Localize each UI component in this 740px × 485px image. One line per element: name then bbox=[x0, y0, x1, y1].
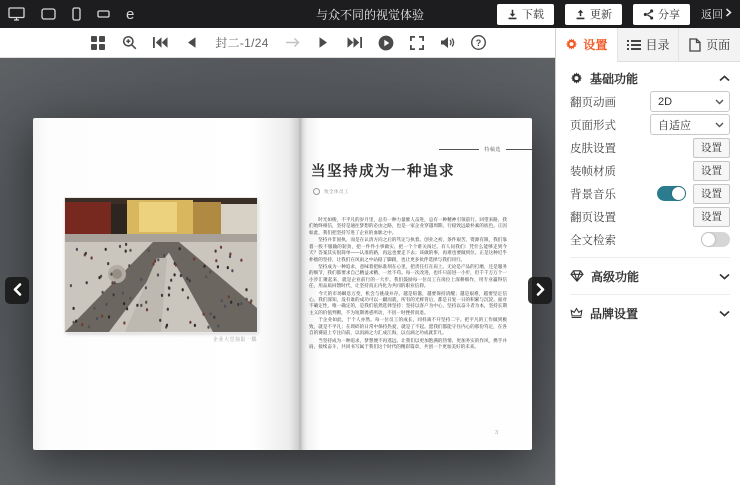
book-page-right[interactable] bbox=[300, 118, 532, 450]
download-icon bbox=[507, 9, 518, 20]
back-button[interactable]: 返回 bbox=[701, 6, 732, 22]
article-paragraph: 时光如梭，不平凡的岁月里，总有一种力量催人奋进，总有一种精神引领前行。回望来路，我们始终相信，坚持是通往梦想的必由之路，也是一家企业穿越周期、行稳致远最朴素的底色。正因如此，我们把坚持写进了企业的血脉之中。 bbox=[309, 217, 507, 235]
skin-settings-button[interactable]: 设置 bbox=[693, 138, 730, 158]
fulltext-search-toggle[interactable] bbox=[701, 232, 730, 247]
last-page-icon[interactable] bbox=[346, 34, 364, 52]
article-paragraph: 当坚持成为一种追求，梦想便不再遥远。让我们以更加饱满的热情、更加务实的作风，携手并肩、接续奋斗，共同书写属于我们这个时代的精彩篇章，共创一个更加美好的未来。 bbox=[309, 337, 507, 350]
diamond-icon bbox=[570, 270, 584, 282]
article-body bbox=[309, 217, 507, 351]
section-advanced-functions[interactable]: 高级功能 bbox=[570, 264, 730, 288]
first-page-icon[interactable] bbox=[151, 34, 169, 52]
book-page-left[interactable] bbox=[33, 118, 300, 450]
settings-panel bbox=[556, 62, 740, 325]
section-basic-functions[interactable]: 基础功能 bbox=[570, 66, 730, 90]
setting-row-flip-animation: 翻页动画 2D bbox=[570, 90, 730, 113]
divider bbox=[570, 294, 730, 295]
binding-material-button[interactable]: 设置 bbox=[693, 161, 730, 181]
chevron-right-icon bbox=[536, 283, 545, 299]
book-stage bbox=[0, 58, 555, 485]
tab-pages[interactable]: 页面 bbox=[678, 28, 740, 62]
flip-animation-select[interactable]: 2D bbox=[650, 91, 730, 112]
chevron-right-icon bbox=[725, 8, 732, 20]
sidebar-tabs bbox=[556, 28, 740, 62]
topbar-actions bbox=[497, 4, 732, 25]
section-brand-settings[interactable]: 品牌设置 bbox=[570, 301, 730, 325]
article-photo bbox=[65, 198, 257, 332]
chevron-down-icon bbox=[719, 273, 730, 280]
crown-icon bbox=[570, 307, 583, 319]
tab-settings[interactable]: 设置 bbox=[556, 28, 617, 62]
settings-sidebar bbox=[555, 28, 740, 485]
viewer-toolbar bbox=[0, 28, 555, 58]
page-number: 3 bbox=[494, 430, 498, 436]
divider bbox=[570, 257, 730, 258]
help-icon[interactable] bbox=[470, 34, 488, 52]
svg-text:?: ? bbox=[475, 38, 482, 48]
background-music-settings-button[interactable]: 设置 bbox=[693, 184, 730, 204]
article-paragraph: 今天的市场瞬息万变，机会与挑战并存。越是喧嚣，越要保持清醒；越是艰难，越要坚定信心。我们深知，没有谁的成功可以一蹴而就，所有的光鲜背后，都是日复一日的积累与沉淀。面对不确定性，唯一确定的，是我们依然选择坚持：坚持以客户为中心，坚持以奋斗者为本，坚持长期主义的价值判断，不为短期诱惑所动，不因一时挫折而退。 bbox=[309, 290, 507, 315]
chevron-down-icon bbox=[719, 310, 730, 317]
page-format-select[interactable]: 自适应 bbox=[650, 114, 730, 135]
setting-row-binding-material: 装帧材质 设置 bbox=[570, 159, 730, 182]
header-rule-right bbox=[506, 149, 532, 150]
gear-icon bbox=[565, 38, 578, 51]
zoom-in-icon[interactable] bbox=[120, 34, 138, 52]
page-number-input[interactable]: 封二-1/24 bbox=[215, 36, 269, 50]
goto-page-icon[interactable] bbox=[284, 34, 302, 52]
setting-row-skin: 皮肤设置 设置 bbox=[570, 136, 730, 159]
chevron-up-icon bbox=[719, 75, 730, 82]
page-icon bbox=[689, 38, 701, 52]
fullscreen-icon[interactable] bbox=[408, 34, 426, 52]
share-icon bbox=[643, 9, 654, 20]
share-button[interactable]: 分享 bbox=[633, 4, 690, 25]
list-icon bbox=[627, 39, 641, 51]
column-header bbox=[300, 146, 532, 153]
flip-settings-button[interactable]: 设置 bbox=[693, 207, 730, 227]
next-spread-button[interactable] bbox=[528, 277, 552, 304]
thumbnails-grid-icon[interactable] bbox=[89, 34, 107, 52]
photo-caption: 企业大堂掠影一隅 bbox=[212, 337, 257, 343]
volume-icon[interactable] bbox=[439, 34, 457, 52]
background-music-toggle[interactable] bbox=[657, 186, 686, 201]
article-paragraph: 坚持成为一种追求，意味着把标准刻在心里，把责任扛在肩上。无论是产品的打磨，还是服务的细节，我们都要求自己精益求精、一丝不苟。每一次改进，也许只前进一小步，但千千万万个一小步汇聚起来，就是企业前行的一大步。我们鼓励每一位员工在岗位上深耕细作，用专业赢得信任，用品质回馈时代，让坚持真正内化为共同的职业信仰。 bbox=[309, 263, 507, 289]
chevron-left-icon bbox=[13, 283, 22, 299]
byline-bullet-icon bbox=[313, 188, 320, 195]
setting-row-fulltext-search: 全文检索 bbox=[570, 228, 730, 251]
next-page-icon[interactable] bbox=[315, 34, 333, 52]
prev-spread-button[interactable] bbox=[5, 277, 29, 304]
setting-row-background-music: 背景音乐 设置 bbox=[570, 182, 730, 205]
article-paragraph: 坚持并非固执，而是在认清方向之后的笃定与执着。创业之初，条件艰苦、资源有限，我们靠着一股不服输的韧劲，把一件件小事做实、把一个个难关闯过。有人问我们：凭什么能够走到今天？答案其实很简单——认准的路，再远也要走下去；该做的事，再难也要做到位。正是这种近乎朴拙的坚持，让我们在风雨之中站稳了脚跟，也让更多伙伴选择与我们同行。 bbox=[309, 237, 507, 262]
document-title: 与众不同的视觉体验 bbox=[315, 7, 424, 22]
device-preview-icons bbox=[8, 7, 134, 22]
tablet-icon[interactable] bbox=[41, 8, 56, 20]
autoplay-icon[interactable] bbox=[377, 34, 395, 52]
setting-row-page-format: 页面形式 自适应 bbox=[570, 113, 730, 136]
setting-row-flip-settings: 翻页设置 设置 bbox=[570, 205, 730, 228]
chevron-down-icon bbox=[715, 119, 724, 131]
phone-icon[interactable] bbox=[72, 7, 81, 21]
article-byline: 致全体员工 bbox=[313, 188, 349, 195]
gear-icon bbox=[570, 72, 583, 85]
article-title: 当坚持成为一种追求 bbox=[311, 164, 455, 180]
tab-contents[interactable]: 目录 bbox=[617, 28, 679, 62]
upload-icon bbox=[575, 9, 586, 20]
browser-e-icon[interactable]: e bbox=[126, 5, 135, 23]
column-header-label: 特稿选 bbox=[484, 147, 501, 153]
update-button[interactable]: 更新 bbox=[565, 4, 622, 25]
top-bar bbox=[0, 0, 740, 28]
desktop-icon[interactable] bbox=[8, 7, 25, 21]
chevron-down-icon bbox=[715, 96, 724, 108]
header-rule-left bbox=[439, 149, 479, 150]
mini-icon[interactable] bbox=[97, 10, 110, 18]
open-book bbox=[33, 118, 532, 450]
download-button[interactable]: 下载 bbox=[497, 4, 554, 25]
prev-page-icon[interactable] bbox=[182, 34, 200, 52]
article-paragraph: 于企业如此，于个人亦然。每一位员工的成长，同样离不开坚持二字。把平凡的工作做到极致，就是不平凡；在琐碎的日常中保持热爱，就是了不起。愿我们都能守住内心的那份笃定，在各自的赛道上专注向前，以涓滴之力汇成江海，以点滴之功成就非凡。 bbox=[309, 317, 507, 336]
